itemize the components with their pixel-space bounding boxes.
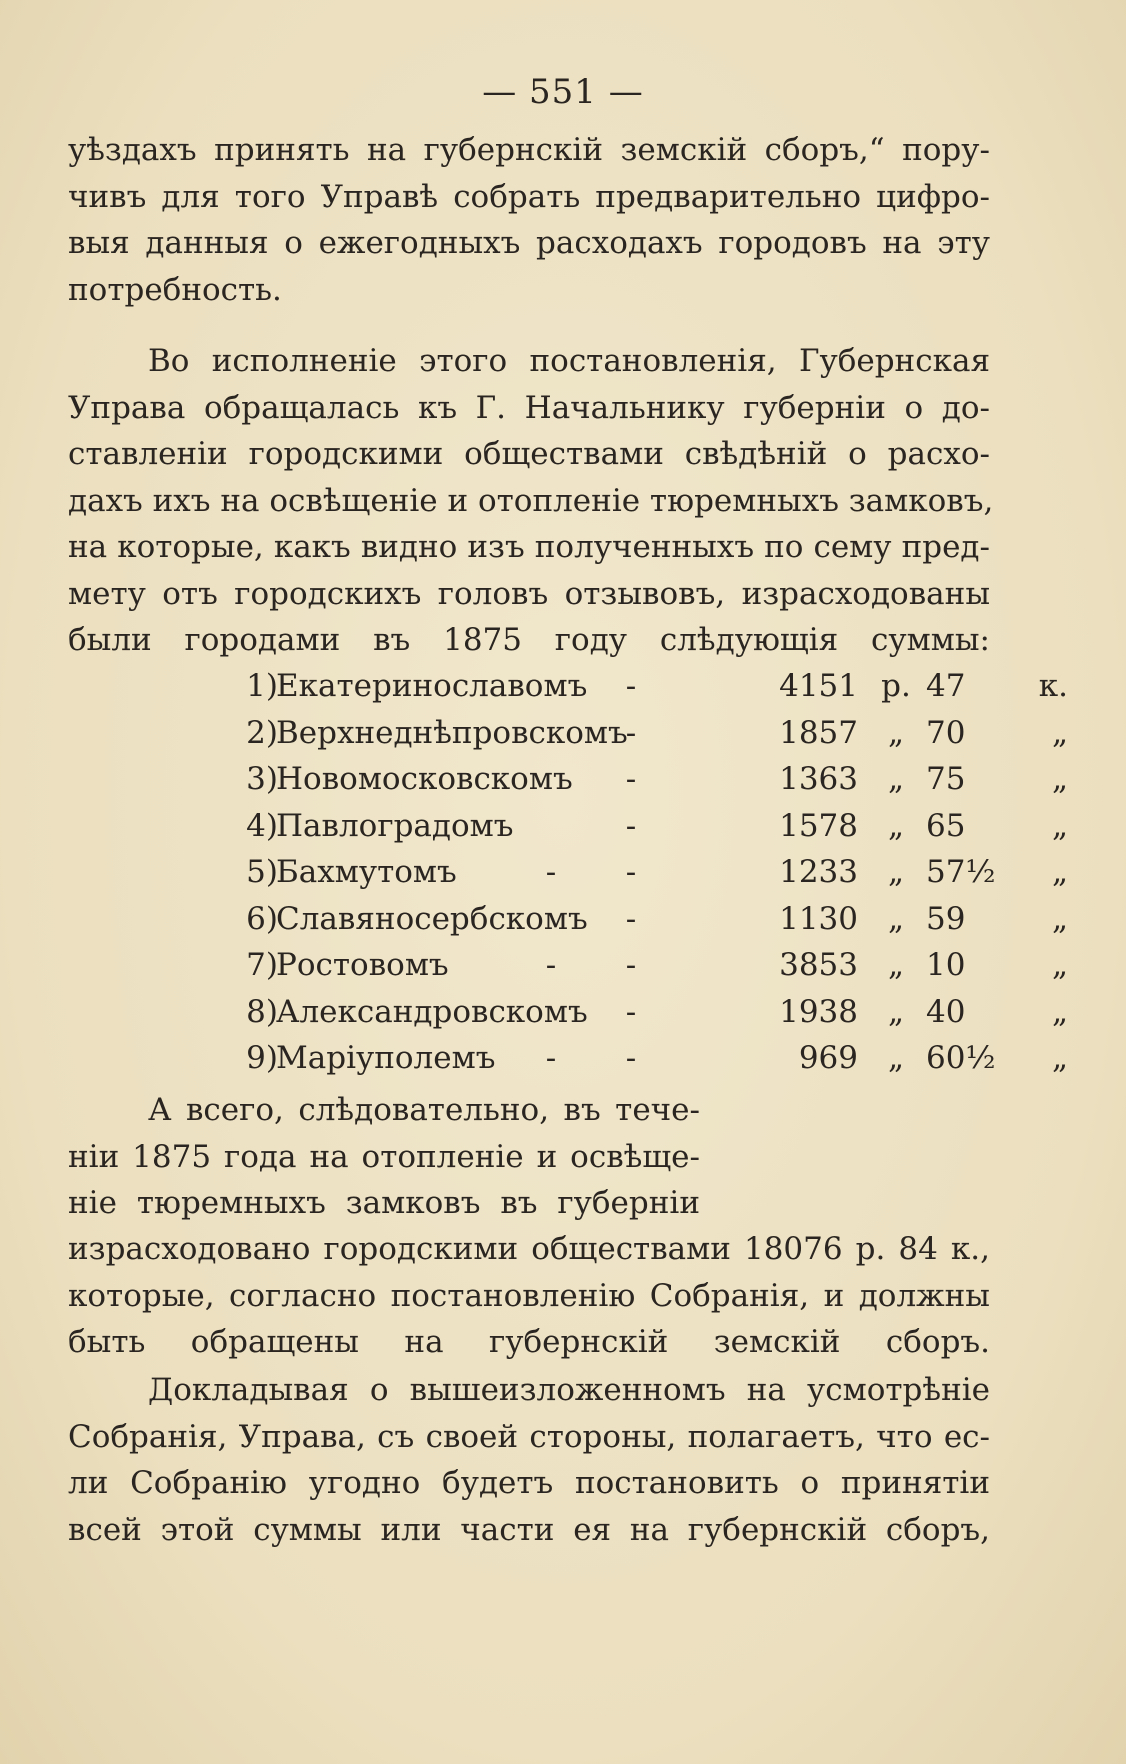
city-name: Верхнеднѣпровскомъ	[276, 714, 628, 751]
text-line: потребность.	[68, 271, 282, 308]
row-number: 8)	[246, 993, 278, 1030]
text-line: мету отъ городскихъ головъ отзывовъ, израсходованы	[68, 575, 990, 612]
amount-rubles: 4151	[779, 668, 858, 704]
amount-rubles: 1938	[779, 993, 858, 1030]
amount-kopecks: 59	[926, 900, 966, 937]
amount-kopecks: 40	[926, 993, 966, 1030]
row-number: 6)	[246, 900, 278, 937]
unit-mark: „	[887, 761, 905, 797]
paragraph-1	[68, 127, 990, 313]
expense-table	[68, 663, 1068, 1082]
city-name: Ростовомъ	[276, 947, 449, 983]
row-number: 2)	[246, 714, 278, 751]
text-line: Докладывая о вышеизложенномъ на усмотрѣніе	[148, 1372, 990, 1408]
separator-dash: -	[545, 1040, 557, 1076]
text-line: А всего, слѣдовательно, въ тече-	[148, 1092, 700, 1128]
unit-mark: „	[1051, 900, 1068, 937]
unit-mark: „	[1051, 761, 1068, 797]
separator-dash: -	[625, 947, 637, 983]
row-number: 1)	[246, 668, 278, 704]
paragraph-3	[68, 1087, 700, 1227]
amount-rubles: 3853	[779, 947, 858, 983]
text-line: Во исполненіе этого постановленія, Губернская	[148, 343, 990, 379]
text-line: выя данныя о ежегодныхъ расходахъ городовъ на эту	[68, 225, 990, 261]
text-line: ніи 1875 года на отопленіе и освѣще-	[68, 1138, 700, 1175]
text-line: ставленіи городскими обществами свѣдѣній о расхо-	[68, 436, 990, 472]
paragraph-4	[68, 1367, 990, 1553]
unit-mark: „	[1051, 947, 1068, 983]
expense-row	[68, 803, 1068, 850]
text-line: всей этой суммы или части ея на губернскій сборъ,	[68, 1511, 990, 1548]
row-number: 9)	[246, 1040, 278, 1076]
amount-rubles: 1578	[779, 807, 858, 844]
separator-dash: -	[545, 947, 557, 983]
unit-mark: к.	[1038, 668, 1068, 704]
unit-mark: „	[887, 1040, 905, 1076]
unit-mark: „	[1051, 807, 1068, 844]
expense-row	[68, 1035, 1068, 1082]
expense-row	[68, 989, 1068, 1036]
city-name: Славяносербскомъ	[276, 900, 588, 937]
city-name: Бахмутомъ	[276, 854, 457, 890]
amount-kopecks: 10	[926, 947, 966, 983]
text-line: были городами въ 1875 году слѣдующія суммы:	[68, 622, 990, 658]
amount-rubles: 1130	[779, 900, 858, 937]
separator-dash: -	[625, 900, 637, 937]
text-line: Управа обращалась къ Г. Начальнику губерніи о до-	[68, 389, 990, 426]
separator-dash: -	[625, 761, 637, 797]
unit-mark: „	[1051, 993, 1068, 1030]
expense-row	[68, 849, 1068, 896]
text-line: израсходовано городскими обществами 18076 р. 84 к.,	[68, 1231, 990, 1267]
unit-mark: „	[1051, 714, 1068, 751]
amount-rubles: 1233	[779, 854, 858, 890]
text-line: дахъ ихъ на освѣщеніе и отопленіе тюремныхъ замковъ,	[68, 482, 994, 519]
row-number: 3)	[246, 761, 278, 797]
expense-row	[68, 663, 1068, 710]
unit-mark: „	[887, 993, 905, 1030]
separator-dash: -	[625, 668, 637, 704]
text-line: уѣздахъ принять на губернскій земскій сборъ,“ пору-	[68, 132, 990, 168]
text-line: быть обращены на губернскій земскій сборъ.	[68, 1324, 990, 1360]
amount-kopecks: 75	[926, 761, 966, 797]
expense-row	[68, 896, 1068, 943]
unit-mark: „	[887, 807, 905, 844]
page-number: — 551 —	[482, 72, 644, 112]
city-name: Павлоградомъ	[276, 807, 514, 844]
row-number: 5)	[246, 854, 278, 890]
expense-row	[68, 710, 1068, 757]
amount-rubles: 1363	[779, 761, 858, 797]
paragraph-2	[68, 338, 994, 664]
separator-dash: -	[625, 807, 637, 844]
separator-dash: -	[625, 993, 637, 1030]
unit-mark: „	[887, 900, 905, 937]
expense-row	[68, 756, 1068, 803]
unit-mark: „	[1051, 854, 1068, 890]
amount-kopecks: 47	[926, 668, 966, 704]
city-name: Маріуполемъ	[276, 1040, 496, 1076]
row-number: 4)	[246, 807, 278, 844]
separator-dash: -	[545, 854, 557, 890]
city-name: Александровскомъ	[276, 993, 588, 1030]
unit-mark: р.	[881, 668, 911, 704]
paragraph-3-cont	[68, 1226, 990, 1366]
text-line: чивъ для того Управѣ собрать предварительно цифро-	[68, 178, 990, 215]
separator-dash: -	[625, 854, 637, 890]
unit-mark: „	[887, 714, 905, 751]
amount-rubles: 969	[798, 1040, 858, 1076]
amount-rubles: 1857	[779, 714, 858, 751]
separator-dash: -	[625, 714, 637, 751]
unit-mark: „	[887, 947, 905, 983]
expense-row	[68, 942, 1068, 989]
text-line: ніе тюремныхъ замковъ въ губерніи	[68, 1185, 700, 1221]
text-line: ли Собранію угодно будетъ постановить о принятіи	[68, 1465, 990, 1501]
text-line: на которые, какъ видно изъ полученныхъ по сему пред-	[68, 529, 990, 565]
city-name: Екатеринославомъ	[276, 668, 588, 704]
separator-dash: -	[625, 1040, 637, 1076]
row-number: 7)	[246, 947, 278, 983]
amount-kopecks: 70	[926, 714, 966, 751]
unit-mark: „	[1051, 1040, 1068, 1076]
amount-kopecks: 57½	[926, 854, 996, 890]
amount-kopecks: 60½	[926, 1040, 996, 1076]
text-line: которые, согласно постановленію Собранія, и должны	[68, 1277, 990, 1314]
unit-mark: „	[887, 854, 905, 890]
text-line: Собранія, Управа, съ своей стороны, полагаетъ, что ес-	[68, 1418, 990, 1455]
amount-kopecks: 65	[926, 807, 966, 844]
city-name: Новомосковскомъ	[276, 761, 573, 797]
